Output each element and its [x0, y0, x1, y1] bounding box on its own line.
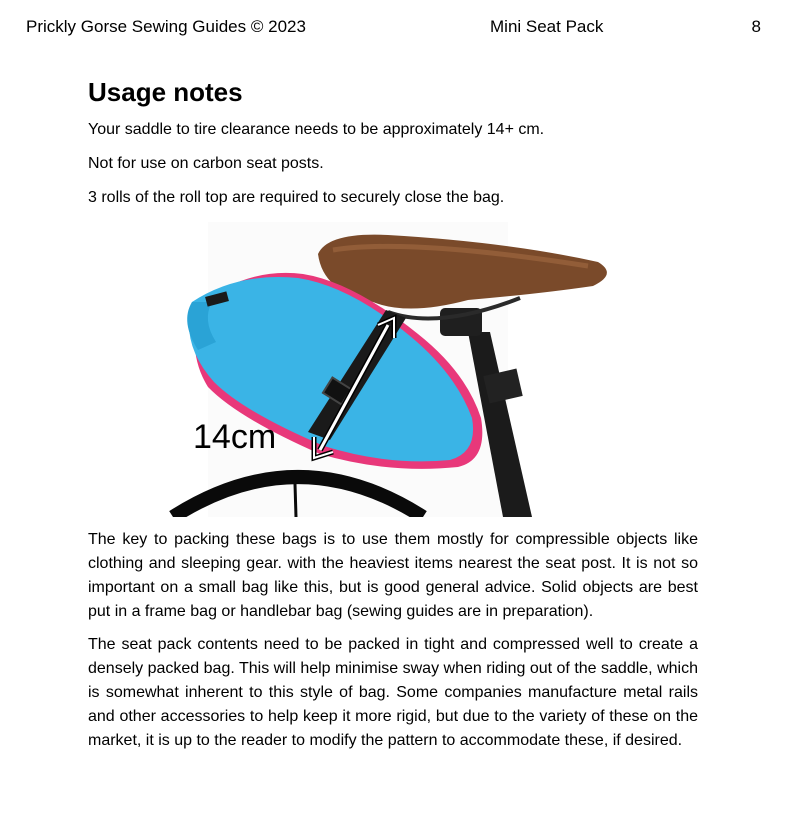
body-text	[88, 528, 698, 762]
seat-pack-photo	[88, 222, 698, 517]
measurement-label: 14cm	[193, 418, 277, 456]
usage-note: Not for use on carbon seat posts.	[88, 155, 324, 172]
header-left-text: Prickly Gorse Sewing Guides © 2023	[26, 17, 306, 36]
tire-tread-mark	[295, 484, 296, 517]
header-document-title: Mini Seat Pack	[490, 17, 604, 36]
usage-note: 3 rolls of the roll top are required to securely close the bag.	[88, 189, 505, 206]
page-number: 8	[751, 17, 761, 36]
usage-note: Your saddle to tire clearance needs to be approximately 14+ cm.	[88, 121, 545, 138]
seat-pack-illustration	[88, 222, 698, 517]
section-title: Usage notes	[88, 77, 243, 107]
paragraph: The key to packing these bags is to use them mostly for compressible objects like clothing and sleeping gear. with the heaviest items nearest the seat post. It is not so important on a small bag like this, but is good general advice. Solid objects are best put in a frame bag or handlebar bag (sewing guides are in preparation).	[88, 531, 698, 620]
page-content	[88, 76, 698, 749]
paragraph: The seat pack contents need to be packed in tight and compressed well to create a densely packed bag. This will help minimise sway when riding out of the saddle, which is somewhat inherent to this style of bag. Some companies manufacture metal rails and other accessories to help keep it more rigid, but due to the variety of these on the market, it is up to the reader to modify the pattern to accommodate these, if desired.	[88, 636, 698, 749]
